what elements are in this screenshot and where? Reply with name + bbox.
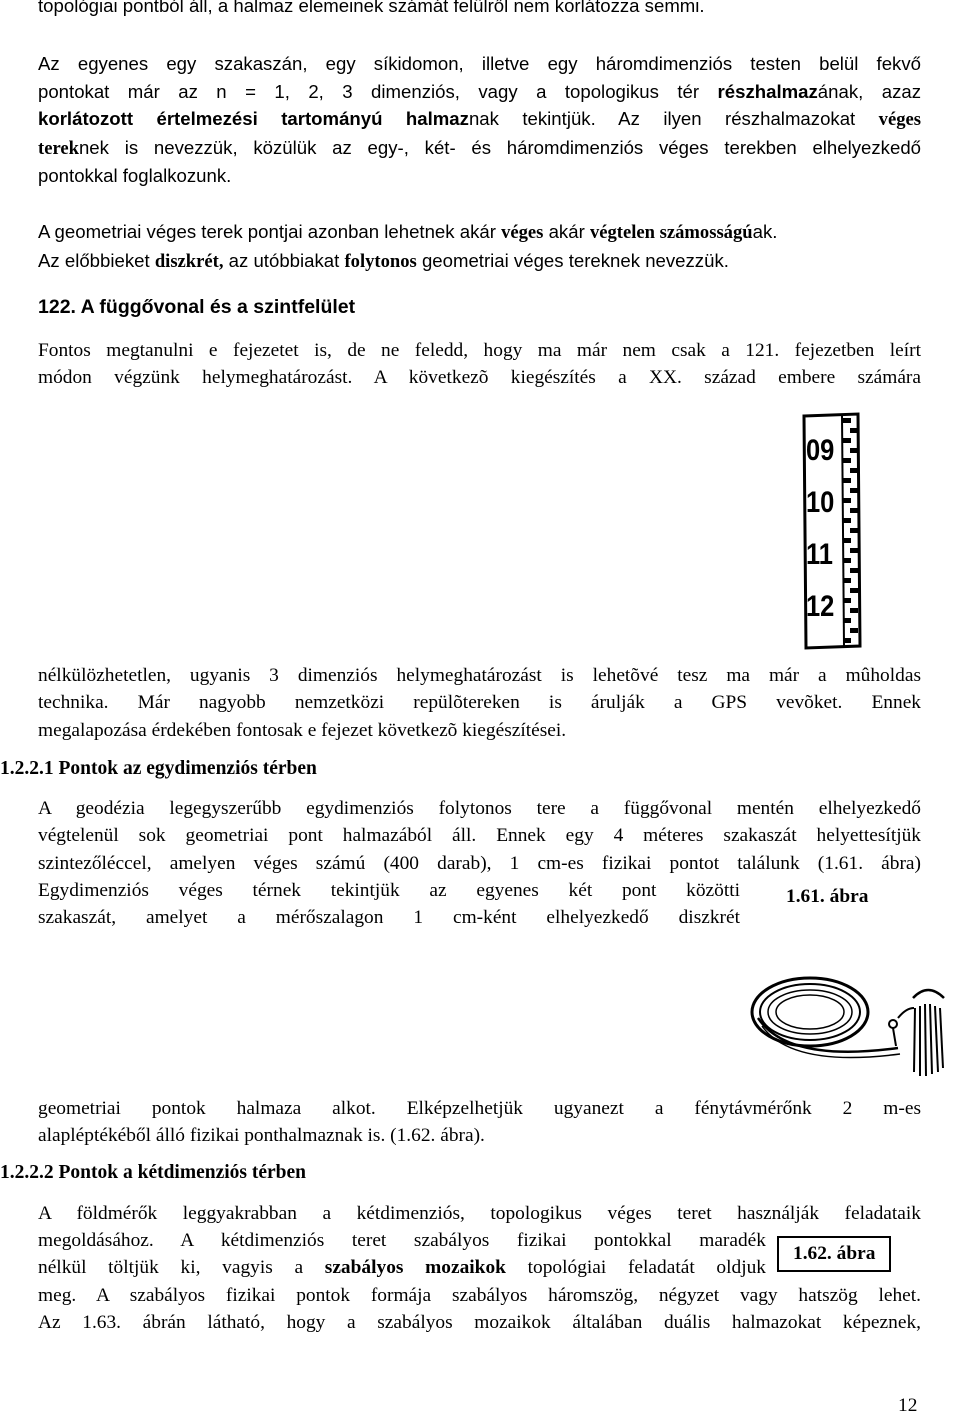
p3-line2: módon végzünk helymeghatározást. A következõ kiegészítés a XX. század embere számára xyxy=(38,367,921,389)
p2-l2e: geometriai véges tereknek nevezzük. xyxy=(416,249,729,271)
rod-label-12: 12 xyxy=(806,589,835,623)
rod-tick xyxy=(850,548,858,553)
subsection-1-title: 1.2.2.1 Pontok az egydimenziós térben xyxy=(0,758,317,779)
rod-tick xyxy=(843,598,851,603)
p1-l4a: terek xyxy=(38,137,79,159)
paragraph-5 xyxy=(38,795,921,877)
paragraph-2 xyxy=(38,218,921,275)
rod-tick xyxy=(843,558,851,563)
p2-l2b: diszkrét, xyxy=(154,250,224,272)
rod-label-11: 11 xyxy=(806,537,833,571)
figure-162-caption: 1.62. ábra xyxy=(777,1236,891,1272)
rod-tick xyxy=(843,438,851,443)
rod-tick xyxy=(843,478,851,483)
rod-tick xyxy=(850,588,858,593)
leveling-rod-figure xyxy=(798,410,868,650)
rod-tick xyxy=(850,428,858,433)
p1-l3b: nak tekintjük. Az ilyen részhalmazokat xyxy=(468,108,879,130)
p2-l1a: A geometriai véges terek pontjai azonban lehetnek akár xyxy=(38,221,502,242)
p1-l2a: pontokat már az n = 1, 2, 3 dimenziós, vagy a topologikus tér xyxy=(38,80,718,102)
p1-l3a: korlátozott értelmezési tartományú halmaz xyxy=(38,108,469,130)
p2-l1b: véges xyxy=(501,222,544,243)
p7-line5: Az 1.63. ábrán látható, hogy a szabályos mozaikok általában duális halmazokat képeznek, xyxy=(38,1312,921,1334)
paragraph-4 xyxy=(38,662,921,744)
rod-tick xyxy=(843,538,851,543)
rod-tick xyxy=(843,418,851,423)
p2-l1e: ak. xyxy=(752,221,778,242)
p2-l1c: akár xyxy=(543,221,590,242)
p5-line5: szakaszát, amelyet a mérőszalagon 1 cm-ként elhelyezkedő diszkrét xyxy=(38,907,740,929)
p7-line4: meg. A szabályos fizikai pontok formája szabályos háromszög, négyzet vagy hatszög lehet. xyxy=(38,1285,921,1306)
rod-tick xyxy=(843,458,851,463)
p7-l3a: nélkül töltjük ki, vagyis a xyxy=(38,1257,325,1279)
p1-line3 xyxy=(38,105,921,134)
p1-l2b: részhalmaz xyxy=(717,80,818,102)
p7-l3b: szabályos mozaikok xyxy=(324,1257,506,1279)
rod-tick xyxy=(850,628,858,633)
paragraph-3 xyxy=(38,337,921,392)
rod-tick xyxy=(850,528,858,533)
rod-tick xyxy=(843,518,851,523)
paragraph-7-first xyxy=(38,1200,921,1227)
rod-tick xyxy=(850,468,858,473)
p7-line1: A földmérők leggyakrabban a kétdimenziós, topologikus véges teret használják feladataik xyxy=(38,1203,921,1224)
p2-l2a: Az előbbieket xyxy=(38,249,155,271)
rod-tick xyxy=(850,448,858,453)
p4-line2: technika. Már nagyobb nemzetközi repülõtereken is árulják a GPS vevõket. Ennek xyxy=(38,692,921,714)
p1-line1: Az egyenes egy szakaszán, egy síkidomon, illetve egy háromdimenziós testen belül fekvő xyxy=(38,53,921,74)
p1-line5: pontokkal foglalkozunk. xyxy=(38,165,232,187)
paragraph-1 xyxy=(38,50,921,190)
rod-tick xyxy=(850,608,858,613)
p3-line1: Fontos megtanulni e fejezetet is, de ne feledd, hogy ma már nem csak a 121. fejezetben leírt xyxy=(38,340,921,361)
p7-line2: megoldásához. A kétdimenziós teret szabályos fizikai pontokkal maradék xyxy=(38,1230,766,1251)
p1-line4 xyxy=(38,134,921,163)
p1-line2 xyxy=(38,78,921,106)
tape-measure-figure xyxy=(748,968,953,1083)
section-title: 122. A függővonal és a szintfelület xyxy=(38,296,356,318)
page-number: 12 xyxy=(898,1395,918,1416)
p5-line1: A geodézia legegyszerűbb egydimenziós folytonos tere a függővonal mentén elhelyezkedő xyxy=(38,798,921,819)
paragraph-7-wrap xyxy=(38,1227,766,1282)
p4-line3: megalapozása érdekében fontosak e fejezet következõ kiegészítései. xyxy=(38,719,567,741)
p2-line1 xyxy=(38,218,921,247)
p5-line3: szintezőléccel, amelyen véges számú (400 darab), 1 cm-es fizikai pontot találunk (1.61. ábra) xyxy=(38,852,921,874)
rod-tick xyxy=(843,638,851,643)
rod-tick xyxy=(850,508,858,513)
rod-tick xyxy=(850,488,858,493)
rod-label-09: 09 xyxy=(806,433,835,467)
rod-tick xyxy=(843,578,851,583)
paragraph-6 xyxy=(38,1095,921,1150)
p2-l2d: folytonos xyxy=(344,250,417,272)
p7-l3c: topológiai feladatát oldjuk xyxy=(505,1257,766,1279)
paragraph-7-rest xyxy=(38,1282,921,1337)
p1-l4b: nek is nevezzük, közülük az egy-, két- és háromdimenziós véges terekben elhelyezkedő xyxy=(78,136,921,158)
top-line: topológiai pontból áll, a halmaz elemeinek számát felülről nem korlátozza semmi. xyxy=(38,0,705,16)
rod-tick xyxy=(850,568,858,573)
p2-l1d: végtelen számosságú xyxy=(589,222,753,243)
p4-line1: nélkülözhetetlen, ugyanis 3 dimenziós helymeghatározást is lehetõvé tesz ma már a mûholdas xyxy=(38,665,921,686)
p5-line4: Egydimenziós véges térnek tekintjük az egyenes két pont közötti xyxy=(38,880,740,901)
rod-tick xyxy=(843,618,851,623)
p1-l2c: ának, azaz xyxy=(817,80,921,102)
paragraph-5-wrap xyxy=(38,877,740,932)
p5-line2: végtelenül sok geometriai pont halmazából áll. Ennek egy 4 méteres szakaszát helyettesítjük xyxy=(38,825,921,847)
p1-l3c: véges xyxy=(878,109,922,131)
p6-line2: alapléptékéből álló fizikai ponthalmaznak is. (1.62. ábra). xyxy=(38,1125,485,1147)
p2-l2c: az utóbbiakat xyxy=(223,249,345,271)
rod-label-10: 10 xyxy=(806,485,835,519)
subsection-2-title: 1.2.2.2 Pontok a kétdimenziós térben xyxy=(0,1162,307,1183)
rod-tick xyxy=(843,498,851,503)
p2-line2 xyxy=(38,247,921,276)
figure-161-caption: 1.61. ábra xyxy=(786,886,869,907)
p7-line3 xyxy=(38,1254,766,1281)
p6-line1: geometriai pontok halmaza alkot. Elképzelhetjük ugyanezt a fénytávmérőnk 2 m-es xyxy=(38,1098,921,1119)
